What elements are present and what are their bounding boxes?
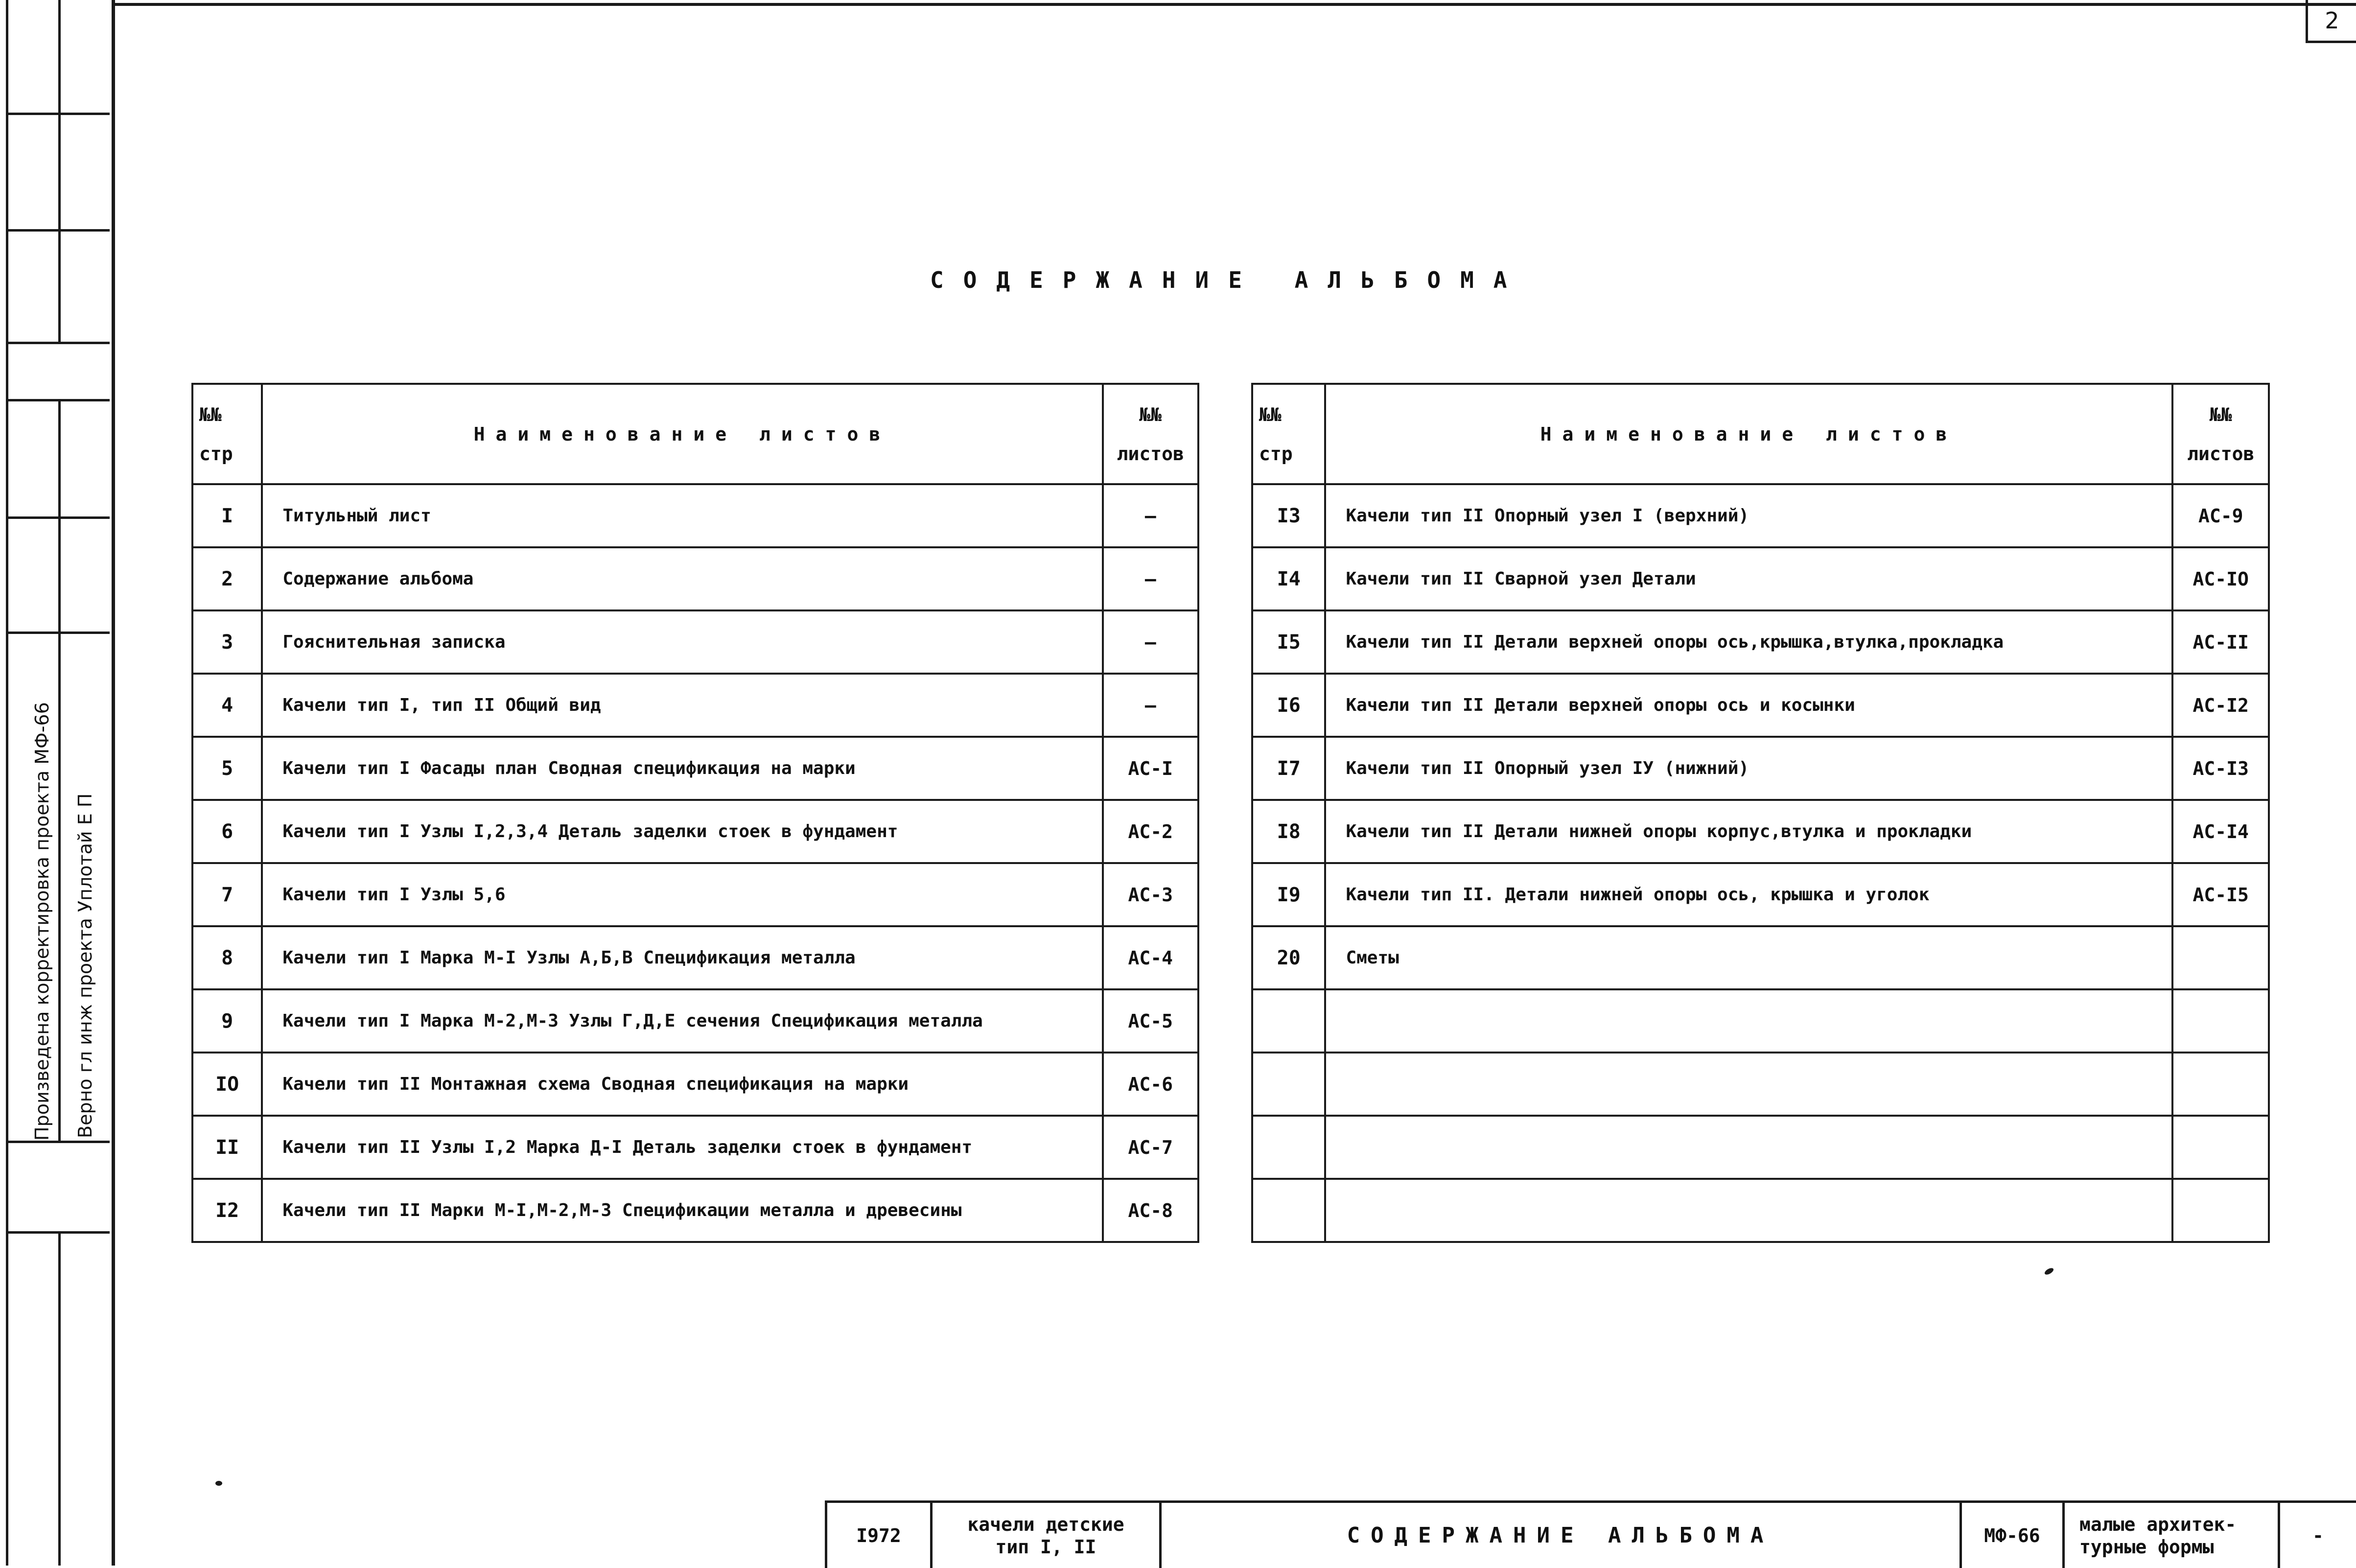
title-block-project-code <box>1959 1503 2062 1568</box>
header-sheet-line1: №№ <box>1139 403 1162 425</box>
row-sheet-number <box>2172 989 2269 1053</box>
row-sheet-number: – <box>1103 547 1198 610</box>
row-sheet-number: АС-2 <box>1103 800 1198 863</box>
object-line2: тип I, II <box>995 1536 1096 1558</box>
table-row <box>192 484 1198 547</box>
row-sheet-number: АС-I2 <box>2172 674 2269 737</box>
table-row <box>1252 547 2269 610</box>
table-row <box>192 610 1198 674</box>
row-sheet-number: АС-7 <box>1103 1116 1198 1179</box>
row-page-number <box>1252 1179 1325 1242</box>
strip-line <box>6 1141 110 1143</box>
row-sheet-number <box>2172 1116 2269 1179</box>
header-page-number <box>1252 384 1325 484</box>
contents-table-left <box>191 383 1199 1243</box>
row-page-number: I6 <box>1252 674 1325 737</box>
row-sheet-name: Качели тип II Опорный узел IУ (нижний) <box>1325 737 2172 800</box>
strip-line <box>6 632 110 634</box>
row-sheet-name: Содержание альбома <box>262 547 1102 610</box>
row-sheet-number: АС-8 <box>1103 1179 1198 1242</box>
sheet-mark-text: - <box>2312 1524 2324 1546</box>
header-num-line1: №№ <box>199 403 222 425</box>
frame-left-border <box>112 0 115 1566</box>
header-sheet-number <box>1103 384 1198 484</box>
row-sheet-name: Качели тип II Детали верхней опоры ось,крышка,втулка,прокладка <box>1325 610 2172 674</box>
row-page-number: 3 <box>192 610 262 674</box>
table-header-row <box>192 384 1198 484</box>
row-page-number: 4 <box>192 674 262 737</box>
title-block-year <box>825 1503 930 1568</box>
row-sheet-number: АС-3 <box>1103 863 1198 926</box>
row-page-number <box>1252 1116 1325 1179</box>
strip-line <box>58 1231 61 1566</box>
table-row <box>192 989 1198 1053</box>
row-sheet-name: Качели тип I Фасады план Сводная спецификация на марки <box>262 737 1102 800</box>
table-row <box>192 863 1198 926</box>
row-sheet-number <box>2172 1179 2269 1242</box>
ink-mark <box>2044 1267 2054 1276</box>
row-sheet-name <box>1325 1116 2172 1179</box>
row-sheet-name: Качели тип II Опорный узел I (верхний) <box>1325 484 2172 547</box>
row-sheet-number: АС-I <box>1103 737 1198 800</box>
table-row <box>1252 674 2269 737</box>
title-block <box>825 1500 2356 1566</box>
row-page-number: I9 <box>1252 863 1325 926</box>
header-sheet-number <box>2172 384 2269 484</box>
title-block-sheet-title <box>1159 1503 1959 1568</box>
table-row <box>1252 610 2269 674</box>
table-row <box>192 1179 1198 1242</box>
row-page-number: 6 <box>192 800 262 863</box>
row-sheet-number: АС-5 <box>1103 989 1198 1053</box>
row-sheet-number <box>2172 1053 2269 1116</box>
row-page-number: I <box>192 484 262 547</box>
row-sheet-name: Качели тип II. Детали нижней опоры ось, крышка и уголок <box>1325 863 2172 926</box>
row-sheet-name: Качели тип I Узлы 5,6 <box>262 863 1102 926</box>
row-sheet-number: – <box>1103 674 1198 737</box>
row-page-number: IO <box>192 1053 262 1116</box>
row-sheet-name: Качели тип I, тип II Общий вид <box>262 674 1102 737</box>
row-page-number: 7 <box>192 863 262 926</box>
strip-line <box>6 516 110 519</box>
table-row <box>1252 863 2269 926</box>
row-page-number <box>1252 1053 1325 1116</box>
row-sheet-number: АС-4 <box>1103 926 1198 989</box>
table-row <box>1252 737 2269 800</box>
row-sheet-name: Качели тип II Сварной узел Детали <box>1325 547 2172 610</box>
header-num-line1: №№ <box>1259 403 1282 425</box>
row-page-number <box>1252 989 1325 1053</box>
album-title: СОДЕРЖАНИЕ АЛЬБОМА <box>930 267 1527 293</box>
header-sheet-line2: листов <box>2187 443 2255 465</box>
table-header-row <box>1252 384 2269 484</box>
row-sheet-name: Сметы <box>1325 926 2172 989</box>
table-row <box>192 547 1198 610</box>
table-row <box>1252 800 2269 863</box>
row-page-number: I5 <box>1252 610 1325 674</box>
title-block-object <box>930 1503 1159 1568</box>
row-page-number: I8 <box>1252 800 1325 863</box>
row-sheet-number <box>2172 926 2269 989</box>
table-row <box>192 674 1198 737</box>
row-sheet-number: – <box>1103 484 1198 547</box>
row-sheet-number: – <box>1103 610 1198 674</box>
row-page-number: I7 <box>1252 737 1325 800</box>
header-num-line2: стр <box>199 443 233 465</box>
category-line2: турные формы <box>2079 1536 2214 1558</box>
row-sheet-name: Качели тип II Узлы I,2 Марка Д-I Деталь заделки стоек в фундамент <box>262 1116 1102 1179</box>
object-line1: качели детские <box>967 1513 1124 1535</box>
row-sheet-number: АС-I5 <box>2172 863 2269 926</box>
row-sheet-name <box>1325 1179 2172 1242</box>
table-row <box>192 1116 1198 1179</box>
strip-line <box>6 229 110 232</box>
side-stamp-strip <box>6 0 110 1566</box>
contents-table-right <box>1251 383 2270 1243</box>
year-text: I972 <box>856 1524 901 1546</box>
table-row <box>1252 1053 2269 1116</box>
strip-line <box>58 399 61 1143</box>
row-sheet-name: Качели тип II Детали нижней опоры корпус,втулка и прокладки <box>1325 800 2172 863</box>
row-page-number: II <box>192 1116 262 1179</box>
strip-line <box>58 0 61 343</box>
category-line1: малые архитек- <box>2079 1513 2237 1535</box>
table-row <box>1252 989 2269 1053</box>
project-code-text: МФ-66 <box>1984 1524 2040 1546</box>
side-stamp-line1: Произведена корректировка проекта МФ-66 <box>31 702 53 1141</box>
table-row <box>1252 484 2269 547</box>
title-block-category <box>2062 1503 2278 1568</box>
header-sheet-name: Наименование листов <box>262 384 1102 484</box>
strip-line <box>6 1231 110 1234</box>
row-page-number: 9 <box>192 989 262 1053</box>
frame-top-border <box>112 3 2356 6</box>
sheet-title-text: СОДЕРЖАНИЕ АЛЬБОМА <box>1347 1522 1774 1548</box>
table-row <box>192 926 1198 989</box>
row-sheet-name: Качели тип I Узлы I,2,3,4 Деталь заделки стоек в фундамент <box>262 800 1102 863</box>
row-sheet-number: АС-II <box>2172 610 2269 674</box>
table-row <box>1252 926 2269 989</box>
row-sheet-name <box>1325 989 2172 1053</box>
row-sheet-name: Титульный лист <box>262 484 1102 547</box>
row-page-number: I4 <box>1252 547 1325 610</box>
row-sheet-name <box>1325 1053 2172 1116</box>
row-sheet-number: АС-6 <box>1103 1053 1198 1116</box>
page-number: 2 <box>2306 0 2356 43</box>
table-row <box>192 800 1198 863</box>
row-sheet-name: Гояснительная записка <box>262 610 1102 674</box>
row-page-number: 20 <box>1252 926 1325 989</box>
header-num-line2: стр <box>1259 443 1293 465</box>
row-page-number: 5 <box>192 737 262 800</box>
strip-line <box>6 0 8 1566</box>
strip-line <box>6 399 110 401</box>
strip-line <box>6 342 110 344</box>
row-sheet-name: Качели тип I Марка М-I Узлы А,Б,В Спецификация металла <box>262 926 1102 989</box>
table-row <box>1252 1116 2269 1179</box>
row-sheet-number: АС-I4 <box>2172 800 2269 863</box>
header-sheet-line1: №№ <box>2209 403 2232 425</box>
row-page-number: I3 <box>1252 484 1325 547</box>
title-block-sheet-mark <box>2278 1503 2356 1568</box>
table-row <box>1252 1179 2269 1242</box>
row-page-number: I2 <box>192 1179 262 1242</box>
side-stamp-line2: Верно гл инж проекта Уплотай Е П <box>74 793 96 1138</box>
row-page-number: 2 <box>192 547 262 610</box>
row-sheet-name: Качели тип II Детали верхней опоры ось и косынки <box>1325 674 2172 737</box>
header-sheet-line2: листов <box>1117 443 1184 465</box>
table-row <box>192 737 1198 800</box>
row-page-number: 8 <box>192 926 262 989</box>
strip-line <box>6 113 110 115</box>
row-sheet-number: АС-IO <box>2172 547 2269 610</box>
row-sheet-name: Качели тип II Марки М-I,М-2,М-3 Спецификации металла и древесины <box>262 1179 1102 1242</box>
row-sheet-number: АС-I3 <box>2172 737 2269 800</box>
ink-mark <box>215 1481 222 1486</box>
row-sheet-number: АС-9 <box>2172 484 2269 547</box>
row-sheet-name: Качели тип I Марка М-2,М-3 Узлы Г,Д,Е сечения Спецификация металла <box>262 989 1102 1053</box>
header-page-number <box>192 384 262 484</box>
row-sheet-name: Качели тип II Монтажная схема Сводная спецификация на марки <box>262 1053 1102 1116</box>
table-row <box>192 1053 1198 1116</box>
header-sheet-name: Наименование листов <box>1325 384 2172 484</box>
